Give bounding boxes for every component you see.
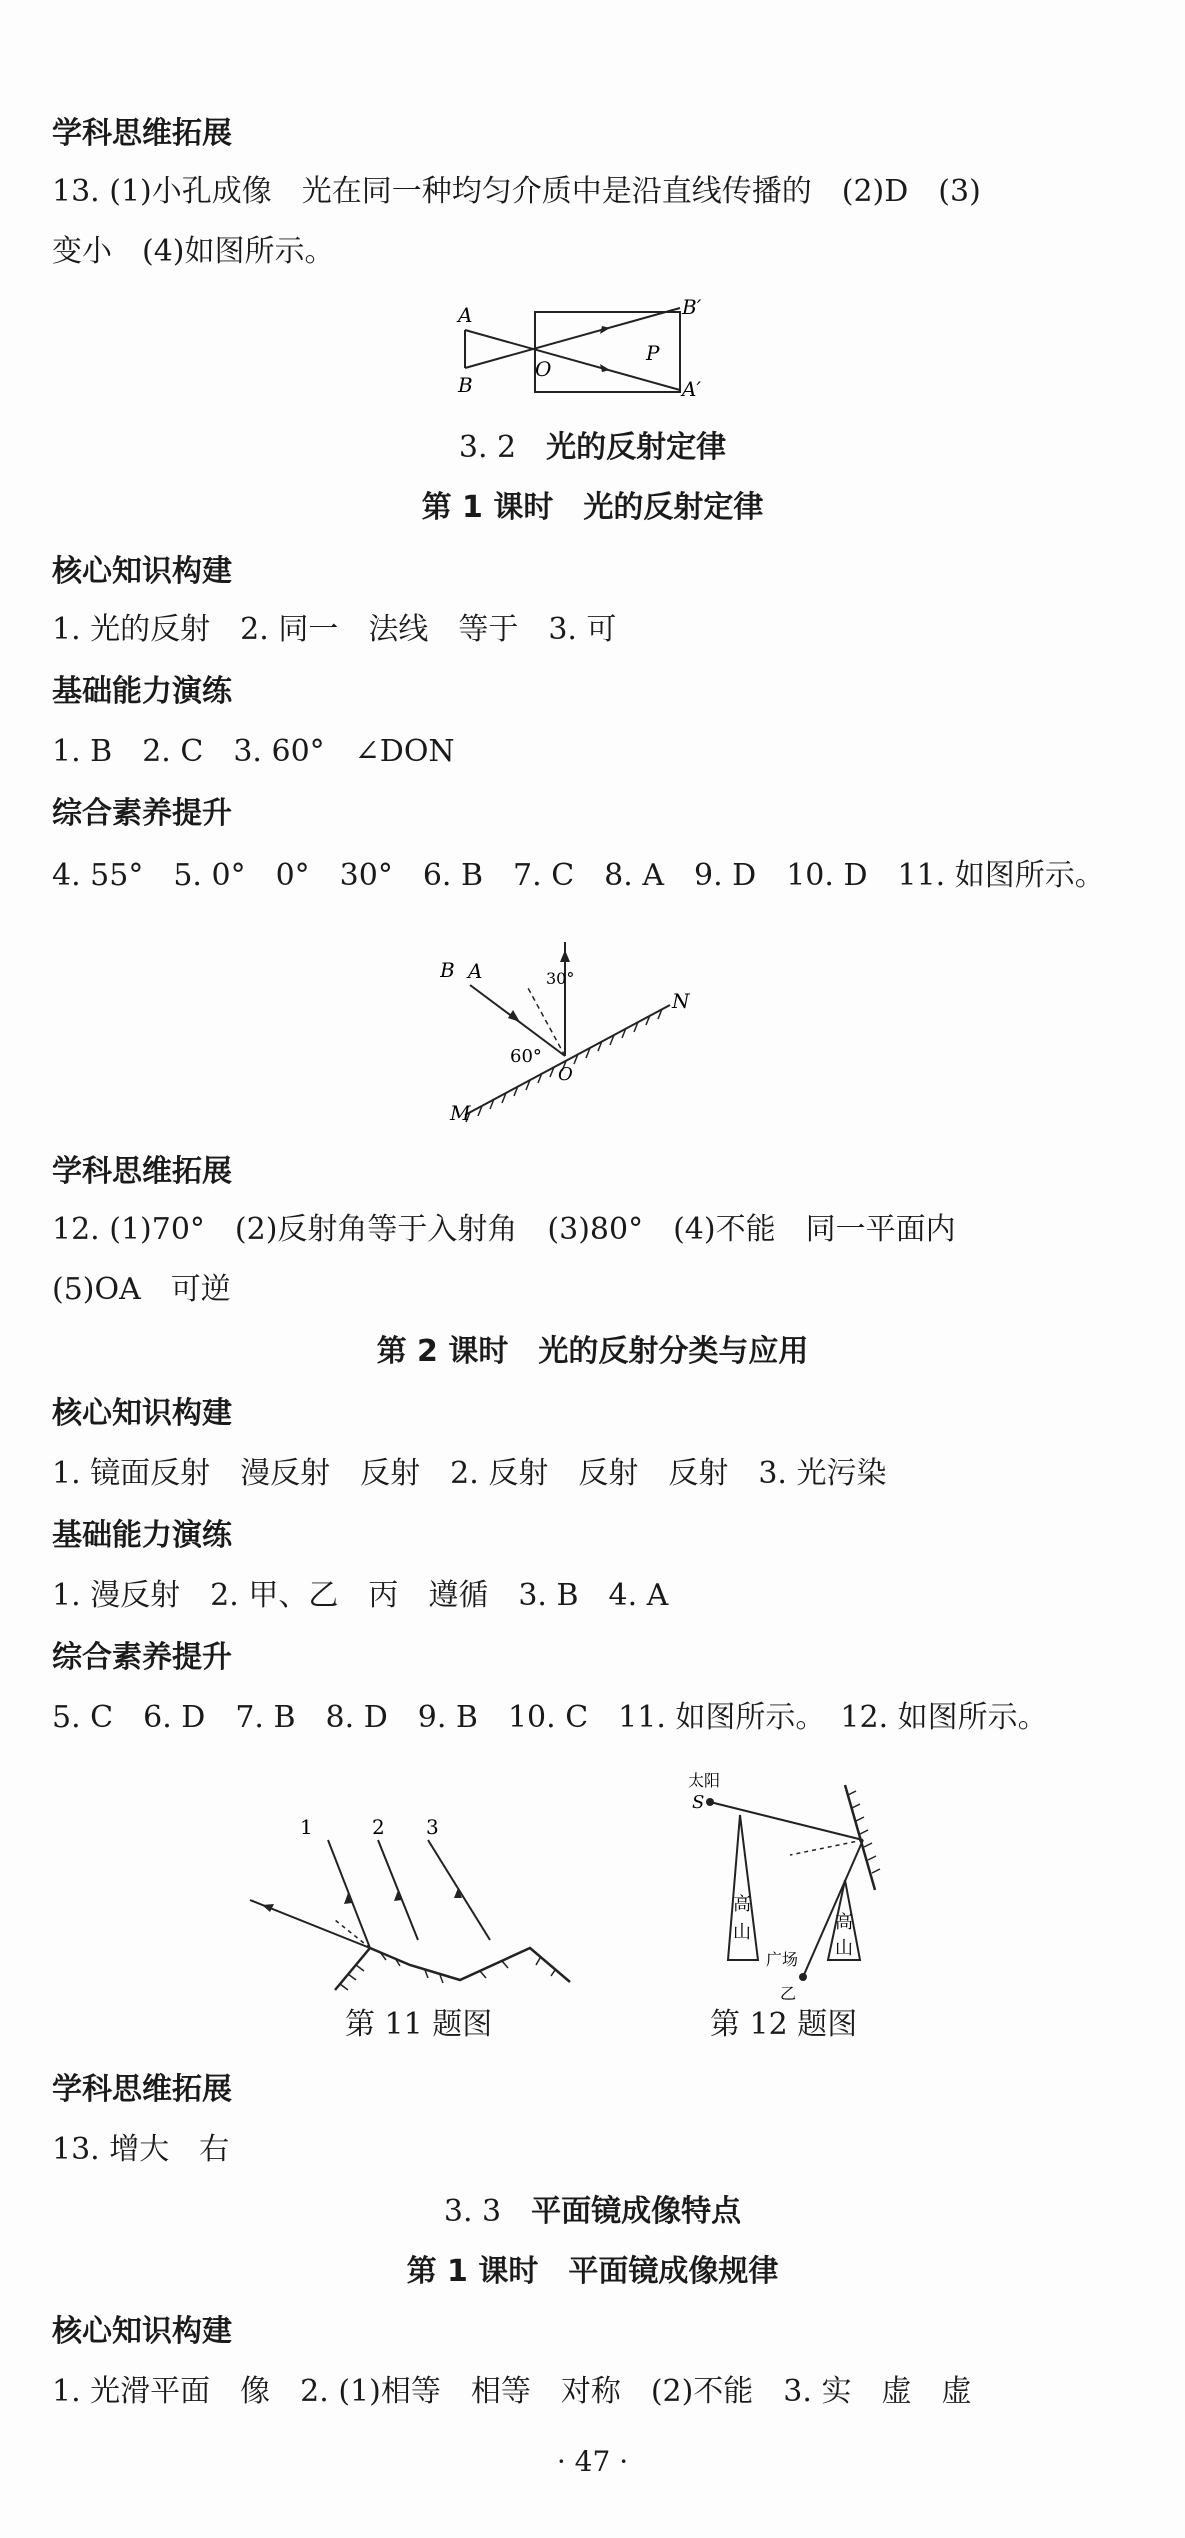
lesson-title: 第 2 课时 光的反射分类与应用 — [376, 1334, 809, 1369]
normal-line — [790, 1840, 863, 1855]
square-point — [799, 1973, 807, 1981]
mirror-line — [465, 1005, 670, 1115]
answer-line: 1. 镜面反射 漫反射 反射 2. 反射 反射 反射 3. 光污染 — [52, 1456, 887, 1491]
label: 2 — [372, 1815, 385, 1839]
sun-point — [706, 1798, 714, 1806]
answer-line: 4. 55° 5. 0° 0° 30° 6. B 7. C 8. A 9. D 10. D 11. 如图所示。 — [52, 858, 1105, 893]
label: 60° — [510, 1046, 542, 1067]
answer-line: 变小 (4)如图所示。 — [52, 234, 335, 269]
answer-line: (5)OA 可逆 — [52, 1272, 231, 1307]
section-heading: 核心知识构建 — [52, 554, 232, 589]
answer-line: 12. (1)70° (2)反射角等于入射角 (3)80° (4)不能 同一平面内 — [52, 1212, 956, 1247]
answer-line: 13. 增大 右 — [52, 2132, 230, 2167]
section-title: 3. 3 平面镜成像特点 — [443, 2194, 742, 2229]
label: P — [646, 341, 660, 365]
section-heading: 学科思维拓展 — [52, 116, 232, 151]
figure-caption: 第 12 题图 — [710, 2007, 858, 2042]
section-title: 3. 2 光的反射定律 — [458, 430, 727, 465]
ray-3 — [428, 1840, 490, 1940]
label: B′ — [682, 295, 702, 319]
section-heading: 学科思维拓展 — [52, 1154, 232, 1189]
sun-ray — [710, 1802, 863, 1840]
label: 1 — [300, 1815, 313, 1839]
label: 乙 — [780, 1984, 797, 2003]
section-heading: 基础能力演练 — [52, 674, 232, 709]
label: A — [468, 959, 483, 983]
wall-hatching — [848, 1791, 880, 1873]
label: 山 — [733, 1922, 751, 1943]
lesson-title: 第 1 课时 平面镜成像规律 — [406, 2254, 779, 2289]
diffuse-reflection-figure — [240, 1800, 600, 2000]
label: O — [558, 1064, 573, 1085]
label: B — [458, 373, 473, 397]
reflection-figure — [440, 910, 700, 1125]
reflected-ray — [803, 1840, 863, 1977]
answer-line: 1. B 2. C 3. 60° ∠DON — [52, 734, 455, 769]
arrow-head — [508, 1010, 520, 1022]
answer-line: 13. (1)小孔成像 光在同一种均匀介质中是沿直线传播的 (2)D (3) — [52, 174, 981, 209]
pinhole-figure — [450, 290, 710, 410]
section-heading: 学科思维拓展 — [52, 2072, 232, 2107]
answer-line: 1. 光滑平面 像 2. (1)相等 相等 对称 (2)不能 3. 实 虚 虚 — [52, 2374, 972, 2409]
arrow-head — [560, 950, 570, 962]
label: O — [535, 357, 552, 381]
label: A′ — [682, 377, 701, 401]
section-heading: 基础能力演练 — [52, 1518, 232, 1553]
label: 山 — [835, 1938, 853, 1959]
mountain-figure — [680, 1760, 940, 2005]
label: 30° — [546, 969, 575, 988]
label: 高 — [835, 1912, 853, 1933]
section-heading: 综合素养提升 — [52, 796, 232, 831]
label: 广场 — [766, 1950, 799, 1969]
section-heading: 综合素养提升 — [52, 1640, 232, 1675]
label: B — [440, 958, 455, 982]
figure-caption: 第 11 题图 — [345, 2007, 493, 2042]
answer-line: 1. 光的反射 2. 同一 法线 等于 3. 可 — [52, 612, 617, 647]
label: A — [458, 303, 473, 327]
answer-line: 1. 漫反射 2. 甲、乙 丙 遵循 3. B 4. A — [52, 1578, 669, 1613]
surface-hatching — [340, 1952, 555, 1990]
label: 高 — [733, 1894, 751, 1915]
lesson-title: 第 1 课时 光的反射定律 — [421, 490, 764, 525]
label: N — [672, 989, 690, 1013]
label: 3 — [426, 1815, 439, 1839]
label: M — [450, 1101, 471, 1125]
rough-surface — [335, 1948, 570, 1990]
page-number: · 47 · — [556, 2445, 629, 2478]
section-heading: 核心知识构建 — [52, 1396, 232, 1431]
label: S — [692, 1792, 705, 1813]
label: 太阳 — [688, 1771, 721, 1790]
answer-line: 5. C 6. D 7. B 8. D 9. B 10. C 11. 如图所示。 12. 如图所示。 — [52, 1700, 1048, 1735]
section-heading: 核心知识构建 — [52, 2314, 232, 2349]
